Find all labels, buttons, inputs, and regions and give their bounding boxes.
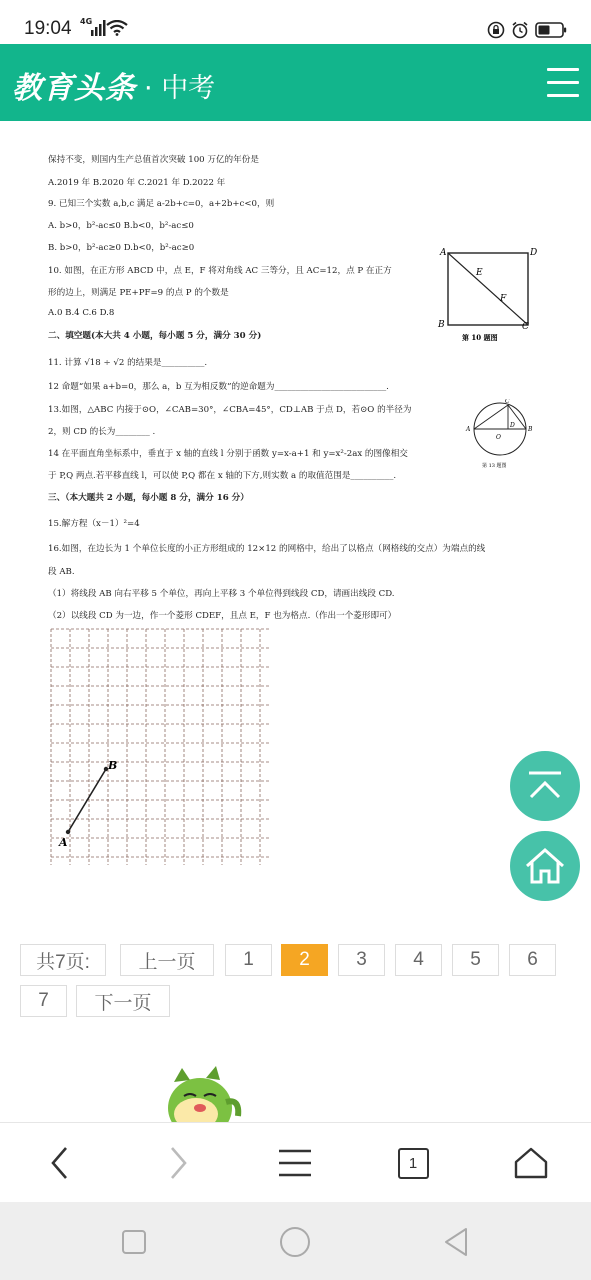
back-to-top-icon [525, 769, 565, 803]
doc-line: 12 命题“如果 a+b=0，那么 a，b 互为相反数”的逆命题为__________________________. [48, 382, 389, 392]
exam-document [0, 121, 591, 931]
page-4-button[interactable]: 4 [395, 944, 442, 976]
status-time: 19:04 [24, 18, 72, 39]
section-label: 中考 [161, 73, 216, 104]
recents-button[interactable] [114, 1222, 154, 1262]
hamburger-icon [278, 1148, 312, 1178]
label-d: D [510, 422, 515, 429]
page-3-button[interactable]: 3 [338, 944, 385, 976]
doc-line: 10. 如图，在正方形 ABCD 中，点 E，F 将对角线 AC 三等分，且 AC=12，点 P 在正方 [48, 266, 392, 276]
page-5-button[interactable]: 5 [452, 944, 499, 976]
circle-icon [279, 1226, 311, 1258]
triangle-back-icon [442, 1227, 470, 1257]
chevron-left-icon [50, 1146, 70, 1180]
system-back-button[interactable] [436, 1222, 476, 1262]
status-bar [0, 0, 591, 44]
wifi-icon [106, 20, 128, 36]
label-a: A [440, 248, 447, 258]
label-f: F [500, 294, 507, 304]
segment-endpoint [104, 767, 108, 771]
system-nav-bar [0, 1202, 591, 1280]
doc-line: A. b>0，b²-ac≤0 B.b<0，b²-ac≤0 [48, 221, 194, 231]
page-7-button[interactable]: 7 [20, 985, 67, 1017]
menu-icon[interactable] [547, 68, 579, 100]
tabs-button[interactable] [391, 1141, 435, 1185]
grid-figure-16 [48, 626, 276, 874]
section-title [144, 66, 215, 105]
status-right [487, 20, 567, 40]
section-heading: 三、（本大题共 2 小题，每小题 8 分，满分 16 分） [48, 493, 249, 503]
fig10-caption: 第 10 题图 [462, 333, 498, 341]
label-e: E [476, 268, 483, 278]
menu-button[interactable] [273, 1141, 317, 1185]
tab-count: 1 [398, 1148, 429, 1179]
doc-line: 16.如图，在边长为 1 个单位长度的小正方形组成的 12×12 的网格中，给出了以格点（网格线的交点）为端点的线 [48, 544, 486, 554]
house-icon [514, 1147, 548, 1179]
doc-line: 于 P,Q 两点.若平移直线 l，可以使 P,Q 都在 x 轴的下方,则实数 a 的取值范围是__________. [48, 471, 397, 481]
segment-endpoint [66, 830, 70, 834]
page-total: 共7页: [20, 944, 106, 976]
chevron-right-icon [168, 1146, 188, 1180]
doc-line: A.2019 年 B.2020 年 C.2021 年 D.2022 年 [48, 178, 226, 188]
label-b: B [438, 320, 445, 330]
doc-line: 14 在平面直角坐标系中，垂直于 x 轴的直线 l 分别于函数 y=x-a+1 和 y=x²-2ax 的图像相交 [48, 449, 408, 459]
battery-icon [535, 21, 567, 39]
system-home-button[interactable] [275, 1222, 315, 1262]
section-heading: 二、填空题(本大共 4 小题，每小题 5 分，满分 30 分) [48, 331, 262, 341]
home-icon [524, 847, 566, 885]
alarm-icon [511, 21, 529, 39]
browser-toolbar [0, 1122, 591, 1202]
rotation-lock-icon [487, 21, 505, 39]
next-page-button[interactable]: 下一页 [76, 985, 170, 1017]
doc-line: （1）将线段 AB 向右平移 5 个单位，再向上平移 3 个单位得到线段 CD，请画出线段 CD. [48, 589, 395, 599]
doc-line: 9. 已知三个实数 a,b,c 满足 a-2b+c=0，a+2b+c<0，则 [48, 199, 275, 209]
page-6-button[interactable]: 6 [509, 944, 556, 976]
label-a: A [466, 426, 471, 433]
doc-line: 13.如图，△ABC 内接于⊙O，∠CAB=30°，∠CBA=45°，CD⊥AB 于点 D，若⊙O 的半径为 [48, 405, 412, 415]
page-1-button[interactable]: 1 [225, 944, 272, 976]
brand-logo[interactable]: 教育头条 [12, 71, 136, 106]
home-button[interactable] [510, 831, 580, 901]
figure-13 [462, 399, 544, 471]
browser-home-button[interactable] [509, 1141, 553, 1185]
label-o: O [496, 434, 501, 441]
app-header [0, 44, 591, 121]
doc-line: （2）以线段 CD 为一边，作一个菱形 CDEF，且点 E，F 也为格点.（作出一个菱形即可） [48, 611, 397, 621]
doc-line: 15.解方程（x－1）²=4 [48, 519, 140, 529]
doc-line: A.0 B.4 C.6 D.8 [48, 308, 115, 318]
mascot-image [160, 1062, 244, 1124]
forward-button[interactable] [156, 1141, 200, 1185]
doc-line: 11. 计算 √18 ÷ √2 的结果是__________. [48, 358, 208, 368]
segment-ab [68, 769, 106, 832]
label-c: C [505, 399, 510, 405]
label-b: B [528, 426, 533, 433]
label-c: C [522, 322, 529, 332]
doc-line: B. b>0，b²-ac≥0 D.b<0，b²-ac≥0 [48, 243, 195, 253]
label-a: A [59, 836, 68, 849]
title-separator: · [144, 73, 153, 104]
square-icon [121, 1229, 147, 1255]
doc-line: 保持不变，则国内生产总值首次突破 100 万亿的年份是 [48, 155, 259, 165]
back-button[interactable] [38, 1141, 82, 1185]
signal-icon [88, 20, 108, 36]
prev-page-button[interactable]: 上一页 [120, 944, 214, 976]
fig13-caption: 第 13 题图 [482, 463, 507, 469]
doc-line: 段 AB. [48, 567, 75, 577]
figure-10 [436, 245, 540, 341]
back-to-top-button[interactable] [510, 751, 580, 821]
page-2-button[interactable]: 2 [281, 944, 328, 976]
doc-line: 形的边上，则满足 PE+PF=9 的点 P 的个数是 [48, 288, 229, 298]
label-b: B [108, 759, 118, 772]
label-d: D [530, 248, 538, 258]
doc-line: 2，则 CD 的长为________ . [48, 427, 156, 437]
network-type: 4G [80, 17, 93, 26]
